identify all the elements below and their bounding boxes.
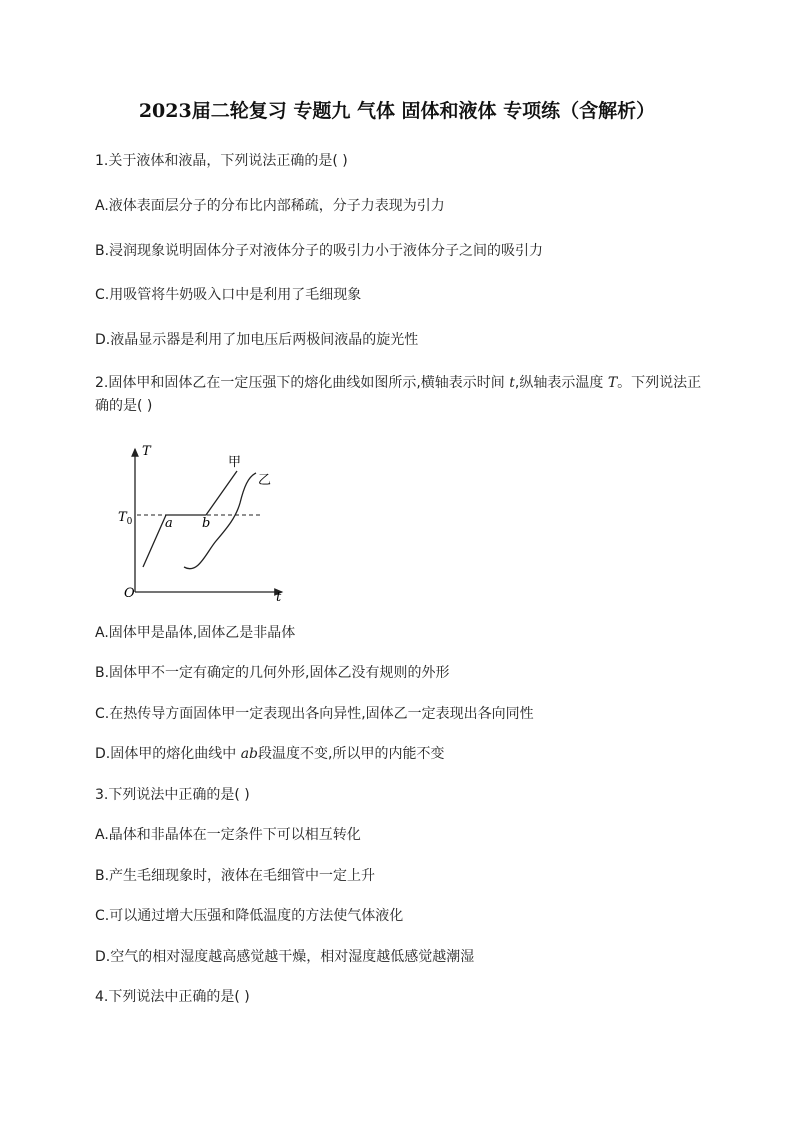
curve-jia [143,471,237,567]
curve-yi [184,473,256,569]
question-2-stem-T: T [607,375,618,391]
question-2-stem-t: t [509,375,515,391]
question-2-option-d-ab: ab [240,746,258,762]
question-3-option-a: A.晶体和非晶体在一定条件下可以相互转化 [95,827,361,843]
question-2-stem [95,372,705,418]
question-1-option-c: C.用吸管将牛奶吸入口中是利用了毛细现象 [95,287,362,303]
question-2-stem-part2: ,纵轴表示温度 [514,375,608,391]
document-title: 2023届二轮复习 专题九 气体 固体和液体 专项练（含解析） [138,100,656,122]
question-3-option-c: C.可以通过增大压强和降低温度的方法使气体液化 [95,908,404,924]
question-3-option-d: D.空气的相对湿度越高感觉越干燥，相对湿度越低感觉越潮湿 [95,949,475,965]
question-1-option-d: D.液晶显示器是利用了加电压后两极间液晶的旋光性 [95,332,419,348]
melting-curve-figure [110,435,300,605]
point-b-label: b [202,516,211,531]
question-4-stem: 4.下列说法中正确的是( ) [95,989,250,1005]
question-1-option-a: A.液体表面层分子的分布比内部稀疏，分子力表现为引力 [95,198,445,214]
y-axis-label: T [142,444,151,459]
question-3-stem: 3.下列说法中正确的是( ) [95,787,250,803]
question-2-option-b: B.固体甲不一定有确定的几何外形,固体乙没有规则的外形 [95,665,450,681]
t0-label-subscript: 0 [126,517,133,527]
question-2-option-d-part2: 段温度不变,所以甲的内能不变 [258,746,445,762]
question-2-stem-part3: 。下列说法正确的是( ) [95,375,702,414]
question-2-option-d [95,743,444,765]
question-1-stem: 1.关于液体和液晶，下列说法正确的是( ) [95,153,348,169]
t0-label [118,510,133,527]
curve-yi-label: 乙 [258,473,272,488]
t0-label-main: T [118,510,127,525]
question-1-option-b: B.浸润现象说明固体分子对液体分子的吸引力小于液体分子之间的吸引力 [95,243,544,259]
question-2-stem-part1: 2.固体甲和固体乙在一定压强下的熔化曲线如图所示,横轴表示时间 [95,375,510,391]
origin-label: O [124,586,135,601]
point-a-label: a [165,516,173,531]
question-2-option-a: A.固体甲是晶体,固体乙是非晶体 [95,625,296,641]
x-axis-label: t [276,590,282,605]
question-2-option-d-part1: D.固体甲的熔化曲线中 [95,746,241,762]
curve-jia-label: 甲 [228,455,242,470]
question-3-option-b: B.产生毛细现象时，液体在毛细管中一定上升 [95,868,376,884]
question-2-option-c: C.在热传导方面固体甲一定表现出各向异性,固体乙一定表现出各向同性 [95,706,534,722]
